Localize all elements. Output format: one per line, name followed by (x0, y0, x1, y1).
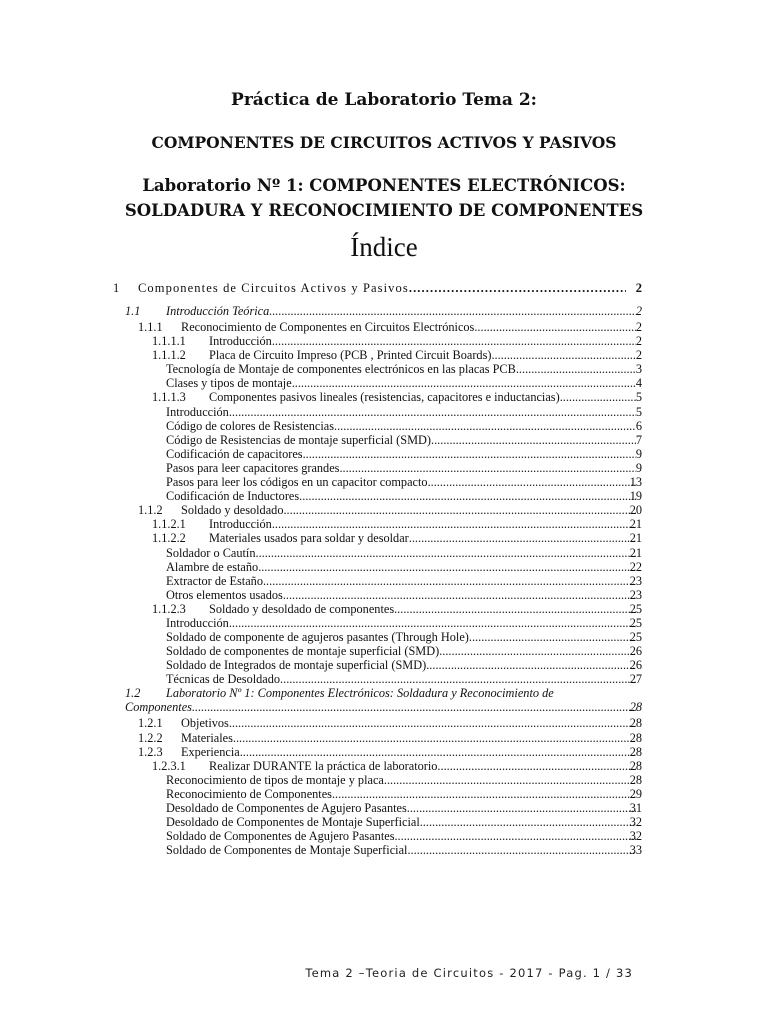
dot-leader (431, 433, 636, 447)
dot-leader (560, 390, 636, 404)
toc-entry[interactable] (0, 531, 768, 545)
toc-entry-number: 1.1.1.1 (152, 334, 186, 349)
toc-entry-label: Clases y tipos de montaje (166, 376, 292, 391)
document-subtitle: COMPONENTES DE CIRCUITOS ACTIVOS Y PASIVOS (151, 133, 617, 152)
dot-leader (439, 644, 636, 658)
toc-entry-label: Realizar DURANTE la práctica de laboratorio (209, 758, 438, 773)
dot-leader (283, 588, 636, 602)
toc-entry[interactable] (0, 672, 768, 686)
toc-entry-page: 25 (629, 630, 642, 645)
toc-entry-label: Introducción (166, 404, 229, 419)
dot-leader (229, 616, 636, 630)
toc-entry-label: Reconocimiento de Componentes en Circuitos Electrónicos (181, 320, 475, 334)
dot-leader (229, 716, 636, 730)
toc-entry-label: Objetivos (181, 716, 229, 731)
toc-entry-label: Laboratorio Nº 1: Componentes Electrónicos: Soldadura y Reconocimiento de (166, 686, 554, 701)
toc-entry-label: Pasos para leer los códigos en un capacitor compacto (166, 475, 428, 490)
dot-leader (283, 503, 636, 517)
toc-entry[interactable] (0, 517, 768, 531)
toc-entry-label: Soldado de Integrados de montaje superficial (SMD) (166, 658, 427, 673)
toc-entry-page: 32 (629, 815, 642, 830)
lab-title-line-2: SOLDADURA Y RECONOCIMIENTO DE COMPONENTES (124, 201, 644, 220)
toc-entry-label: Componentes pasivos lineales (resistencias, capacitores e inductancias) (209, 390, 560, 405)
dot-leader (426, 658, 636, 672)
toc-entry-page: 2 (635, 304, 642, 318)
toc-entry-page: 6 (635, 418, 642, 433)
toc-entry-page: 28 (629, 758, 642, 773)
toc-entry-number: 1.1 (125, 304, 141, 318)
dot-leader (407, 843, 636, 857)
toc-entry-label: Placa de Circuito Impreso (PCB , Printed Circuit Boards) (209, 348, 492, 363)
toc-entry-page: 26 (629, 658, 642, 673)
toc-entry-page: 21 (629, 517, 642, 532)
dot-leader (407, 801, 636, 815)
toc-entry[interactable] (0, 503, 768, 517)
toc-entry-page: 33 (629, 843, 642, 858)
toc-entry[interactable] (0, 686, 768, 716)
dot-leader (516, 362, 636, 376)
document-title: Práctica de Laboratorio Tema 2: (231, 90, 537, 110)
toc-entry-page: 25 (629, 601, 642, 616)
toc-entry[interactable] (0, 390, 768, 404)
toc-entry-label: Reconocimiento de tipos de montaje y placa (166, 772, 384, 787)
toc-entry-page: 5 (635, 390, 642, 405)
dot-leader (272, 334, 636, 348)
toc-entry-number: 1.1.2.2 (152, 531, 186, 546)
toc-entry[interactable] (0, 419, 768, 433)
toc-entry-page: 5 (635, 404, 642, 419)
toc-entry[interactable] (0, 801, 768, 815)
toc-entry-label: Reconocimiento de Componentes (166, 786, 332, 801)
toc-entry-label: Soldado de componente de agujeros pasantes (Through Hole) (166, 630, 469, 645)
toc-entry-label: Experiencia (181, 744, 240, 759)
toc-entry[interactable] (0, 616, 768, 630)
page-footer: Tema 2 –Teoria de Circuitos - 2017 - Pag. 1 / 33 (305, 966, 633, 980)
toc-entry-label: Codificación de Inductores (166, 489, 300, 504)
toc-entry-label: Pasos para leer capacitores grandes (166, 460, 340, 475)
lab-title-line-1: Laboratorio Nº 1: COMPONENTES ELECTRÓNICOS: (142, 176, 626, 195)
toc-entry[interactable] (0, 348, 768, 362)
toc-entry-number: 1.1.1.3 (152, 390, 186, 405)
dot-leader (394, 602, 636, 616)
toc-entry-label: Soldado de Componentes de Agujero Pasantes (166, 829, 395, 844)
toc-entry-label: Soldado y desoldado (181, 503, 284, 518)
toc-entry[interactable] (0, 280, 768, 304)
toc-entry[interactable] (0, 376, 768, 390)
toc-entry-label: Soldador o Cautín (166, 545, 256, 560)
toc-entry-page: 21 (629, 531, 642, 546)
toc-entry[interactable] (0, 447, 768, 461)
toc-entry-label: Soldado de componentes de montaje superficial (SMD) (166, 644, 440, 659)
dot-leader (409, 280, 626, 296)
toc-entry[interactable] (0, 658, 768, 672)
toc-entry-number: 1.2.1 (138, 716, 163, 731)
toc-entry-number: 1.1.1.2 (152, 348, 186, 363)
toc-entry[interactable] (0, 574, 768, 588)
dot-leader (280, 672, 636, 686)
dot-leader (256, 546, 637, 560)
toc-entry-number: 1.2.2 (138, 730, 163, 745)
index-heading: Índice (350, 232, 418, 262)
toc-entry-page: 21 (629, 545, 642, 560)
toc-entry-label: Componentes de Circuitos Activos y Pasivos (138, 281, 409, 295)
toc-entry[interactable] (0, 731, 768, 745)
toc-entry-number: 1.1.2.3 (152, 601, 186, 616)
dot-leader (292, 376, 636, 390)
dot-leader (437, 759, 636, 773)
dot-leader (229, 405, 636, 419)
toc-entry-label: Introducción (209, 334, 272, 349)
toc-entry[interactable] (0, 644, 768, 658)
dot-leader (269, 304, 636, 318)
toc-entry-label: Introducción Teórica (166, 304, 270, 318)
toc-entry-label: Soldado de Componentes de Montaje Superficial (166, 843, 408, 858)
toc-entry-number: 1.2.3 (138, 744, 163, 759)
dot-leader (491, 348, 636, 362)
toc-entry[interactable] (0, 759, 768, 773)
toc-entry-page: 13 (629, 475, 642, 490)
toc-entry[interactable] (0, 843, 768, 857)
dot-leader (339, 461, 636, 475)
toc-entry[interactable] (0, 829, 768, 843)
toc-entry-number: 1.1.1 (138, 320, 163, 334)
toc-entry[interactable] (0, 602, 768, 616)
toc-entry-page: 2 (635, 320, 642, 334)
toc-entry-label: Extractor de Estaño (166, 573, 263, 588)
toc-entry-number: 1.1.2.1 (152, 517, 186, 532)
dot-leader (428, 475, 636, 489)
dot-leader (303, 447, 636, 461)
toc-entry-page: 4 (635, 376, 642, 391)
dot-leader (334, 419, 636, 433)
toc-entry-label: Introducción (166, 615, 229, 630)
dot-leader (192, 700, 636, 714)
toc-entry[interactable] (0, 773, 768, 787)
toc-entry[interactable] (0, 716, 768, 730)
toc-entry[interactable] (0, 461, 768, 475)
toc-entry-page: 9 (635, 446, 642, 461)
toc-entry-label: Código de colores de Resistencias (166, 418, 335, 433)
toc-entry-label: Codificación de capacitores (166, 446, 303, 461)
toc-entry[interactable] (0, 787, 768, 801)
toc-entry-label: Otros elementos usados (166, 587, 283, 602)
toc-entry-page: 28 (629, 716, 642, 731)
dot-leader (299, 489, 636, 503)
toc-entry-label: Materiales (181, 730, 233, 745)
lab-title (0, 173, 768, 223)
toc-entry[interactable] (0, 489, 768, 503)
toc-entry-label: Introducción (209, 517, 272, 532)
toc-entry-page: 20 (629, 503, 642, 518)
toc-entry[interactable] (0, 588, 768, 602)
toc-entry-page: 3 (635, 362, 642, 377)
toc-entry[interactable] (0, 320, 768, 334)
toc-entry-page: 2 (635, 281, 642, 295)
toc-entry[interactable] (0, 362, 768, 376)
dot-leader (233, 731, 636, 745)
toc-entry[interactable] (0, 815, 768, 829)
toc-entry[interactable] (0, 433, 768, 447)
toc-entry-page: 32 (629, 829, 642, 844)
toc-entry-number: 1.2.3.1 (152, 758, 186, 773)
dot-leader (409, 531, 636, 545)
toc-entry-page: 23 (629, 587, 642, 602)
toc-entry-page: 27 (629, 672, 642, 687)
toc-entry[interactable] (0, 405, 768, 419)
toc-entry[interactable] (0, 546, 768, 560)
toc-entry-page: 29 (629, 786, 642, 801)
toc-entry[interactable] (0, 304, 768, 320)
toc-entry-page: 28 (629, 744, 642, 759)
dot-leader (240, 745, 636, 759)
toc-entry[interactable] (0, 745, 768, 759)
toc-entry-page: 2 (635, 334, 642, 349)
dot-leader (272, 517, 636, 531)
dot-leader (394, 829, 636, 843)
toc-entry-label: Técnicas de Desoldado (166, 672, 281, 687)
toc-entry-page: 28 (629, 730, 642, 745)
toc-entry-label: Desoldado de Componentes de Montaje Superficial (166, 815, 420, 830)
dot-leader (263, 574, 636, 588)
toc-entry-number: 1.1.2 (138, 503, 163, 518)
toc-entry-label: Desoldado de Componentes de Agujero Pasantes (166, 801, 407, 815)
toc-entry-number: 1.2 (125, 686, 141, 701)
toc-entry-page: 28 (629, 772, 642, 787)
dot-leader (469, 630, 636, 644)
toc-entry-page: 22 (629, 559, 642, 574)
dot-leader (258, 560, 636, 574)
toc-entry-label: Tecnología de Montaje de componentes electrónicos en las placas PCB (166, 362, 516, 377)
dot-leader (384, 773, 636, 787)
toc-entry-label: Código de Resistencias de montaje superficial (SMD) (166, 432, 432, 447)
toc-entry[interactable] (0, 560, 768, 574)
toc-entry[interactable] (0, 475, 768, 489)
toc-entry-label: Materiales usados para soldar y desoldar (209, 531, 409, 546)
toc-entry-page: 7 (635, 432, 642, 447)
toc-entry-label: Soldado y desoldado de componentes (209, 601, 395, 616)
toc-entry-page: 25 (629, 615, 642, 630)
toc-entry-label: Alambre de estaño (166, 559, 259, 574)
toc-entry-page: 19 (629, 489, 642, 504)
toc-entry-number: 1 (113, 281, 120, 295)
dot-leader (420, 815, 636, 829)
toc-entry-page: 2 (635, 348, 642, 363)
toc-entry[interactable] (0, 334, 768, 348)
toc-entry-page: 26 (629, 644, 642, 659)
dot-leader (332, 787, 636, 801)
toc-entry-page: 28 (629, 700, 642, 715)
table-of-contents (0, 280, 768, 857)
dot-leader (474, 320, 636, 334)
toc-entry-first-line (125, 686, 554, 700)
toc-entry-page: 9 (635, 460, 642, 475)
toc-entry[interactable] (0, 630, 768, 644)
toc-entry-page: 31 (629, 801, 642, 815)
toc-entry-page: 23 (629, 573, 642, 588)
toc-entry-label-continued: Componentes (125, 700, 192, 715)
